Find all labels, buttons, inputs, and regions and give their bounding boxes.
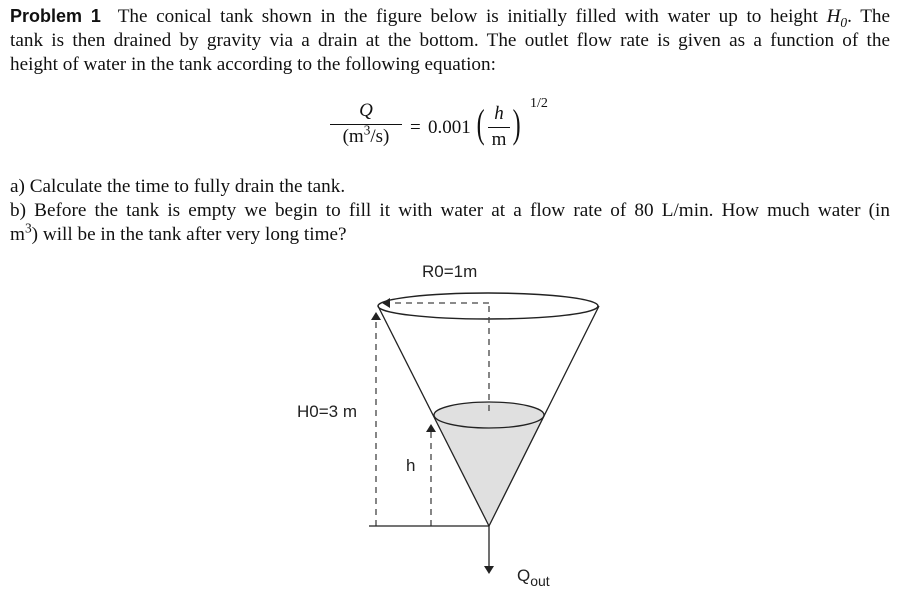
- equals-sign: =: [410, 117, 421, 138]
- problem-line-1: Problem 1 The conical tank shown in the figure below is initially filled with water up to height $H_0$. The: [10, 6, 891, 30]
- right-paren: ): [512, 101, 521, 146]
- question-a: a) Calculate the time to fully drain the tank.: [10, 176, 346, 197]
- question-b-line-1: b) Before the tank is empty we begin to fill it with water at a flow rate of 80 L/min. How much water (in: [10, 200, 890, 221]
- outflow-label: $Q_{out}$: [517, 566, 550, 589]
- exponent: 1/2: [530, 96, 548, 111]
- level-label: h: [406, 456, 416, 475]
- inner-fraction: h m: [488, 103, 510, 151]
- problem-line-3: height of water in the tank according to the following equation:: [10, 54, 496, 75]
- height-label: H0=3 m: [297, 402, 357, 421]
- question-b-line-2: $m^3$) will be in the tank after very long time?: [10, 220, 347, 245]
- tank-top-rim: [378, 293, 598, 319]
- lhs-fraction: Q $(m^3/s)$: [330, 100, 402, 148]
- coefficient: 0.001: [428, 117, 471, 138]
- problem-title: Problem 1: [10, 6, 101, 26]
- left-paren: (: [476, 101, 485, 146]
- radius-label: R0=1m: [422, 262, 478, 281]
- h0-symbol: $H_0$: [826, 6, 848, 30]
- problem-line-2: tank is then drained by gravity via a drain at the bottom. The outlet flow rate is given as a function of the: [10, 30, 890, 51]
